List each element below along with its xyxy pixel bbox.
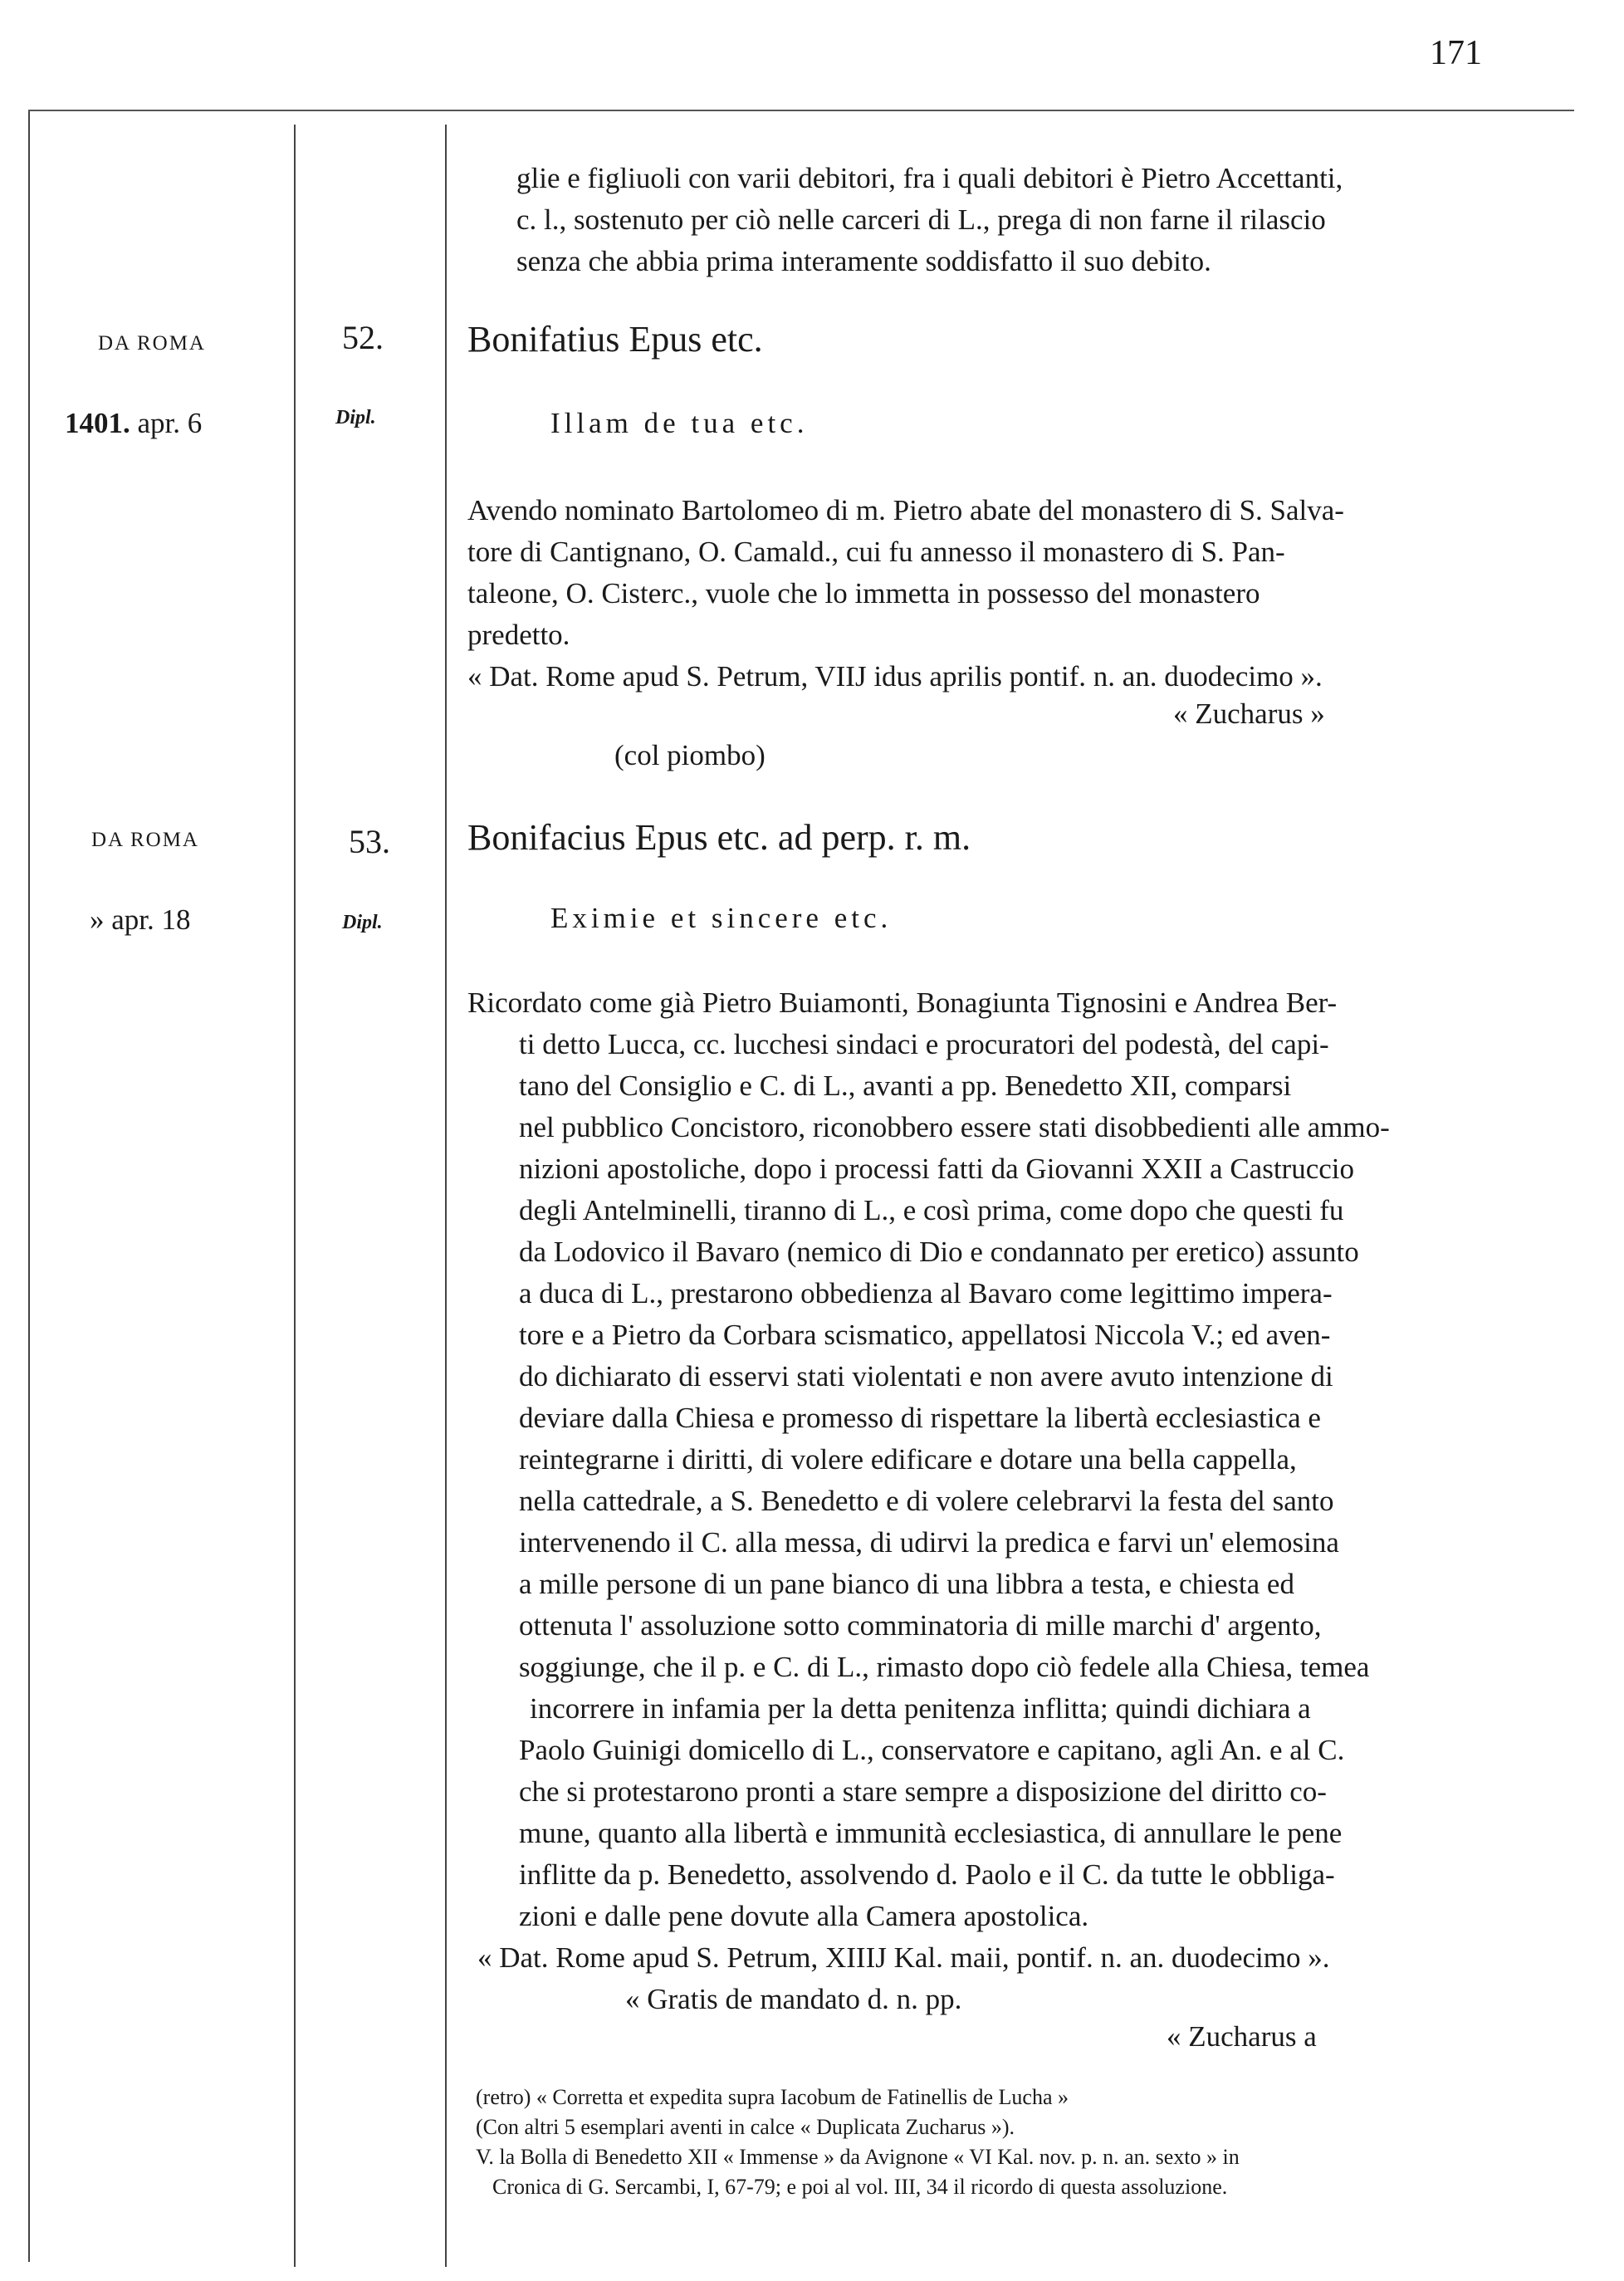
text-line: senza che abbia prima interamente soddisfatto il suo debito. [516, 245, 1211, 277]
text-line: che si protestarono pronti a stare sempre a disposizione del diritto co- [519, 1775, 1327, 1808]
text-line: mune, quanto alla libertà e immunità ecclesiastica, di annullare le pene [519, 1817, 1343, 1849]
entry-place: DA ROMA [91, 829, 199, 851]
document-type: Dipl. [342, 912, 383, 933]
text-line: tore di Cantignano, O. Camald., cui fu annesso il monastero di S. Pan- [467, 536, 1285, 568]
entry-place: DA ROMA [98, 332, 206, 355]
text-line: glie e figliuoli con varii debitori, fra i quali debitori è Pietro Accettanti, [516, 162, 1343, 194]
text-line: nizioni apostoliche, dopo i processi fatti da Giovanni XXII a Castruccio [519, 1153, 1354, 1185]
entry-date [90, 903, 191, 937]
text-line: a duca di L., prestarono obbedienza al Bavaro come legittimo impera- [519, 1277, 1333, 1309]
entry-heading: Bonifacius Epus etc. ad perp. r. m. [467, 817, 971, 858]
seal-note: (col piombo) [614, 739, 766, 771]
footnote-line: (Con altri 5 esemplari aventi in calce « Duplicata Zucharus »). [476, 2115, 1015, 2139]
chancery-note: « Gratis de mandato d. n. pp. [625, 1983, 962, 2015]
text-line: intervenendo il C. alla messa, di udirvi la predica e farvi un' elemosina [519, 1526, 1339, 1559]
text-line: da Lodovico il Bavaro (nemico di Dio e condannato per eretico) assunto [519, 1236, 1359, 1268]
entry-number: 52. [342, 319, 384, 356]
entry-date-year: 1401. [65, 407, 130, 439]
page-number: 171 [1430, 34, 1482, 72]
text-line: predetto. [467, 619, 570, 651]
entry-number: 53. [349, 823, 390, 860]
text-line: nella cattedrale, a S. Benedetto e di volere celebrarvi la festa del santo [519, 1485, 1334, 1517]
scribe-signature: « Zucharus » [1173, 698, 1325, 730]
text-line: taleone, O. Cisterc., vuole che lo immetta in possesso del monastero [467, 577, 1260, 609]
text-line: nel pubblico Concistoro, riconobbero essere stati disobbedienti alle ammo- [519, 1111, 1390, 1143]
entry-incipit: Illam de tua etc. [550, 407, 809, 439]
text-line: inflitte da p. Benedetto, assolvendo d. Paolo e il C. da tutte le obbliga- [519, 1858, 1335, 1891]
text-line: degli Antelminelli, tiranno di L., e così prima, come dopo che questi fu [519, 1194, 1344, 1226]
footnote-line: Cronica di G. Sercambi, I, 67-79; e poi al vol. III, 34 il ricordo di questa assoluzione. [492, 2175, 1228, 2199]
text-line: incorrere in infamia per la detta penitenza inflitta; quindi dichiara a [530, 1692, 1311, 1725]
text-line: Avendo nominato Bartolomeo di m. Pietro abate del monastero di S. Salva- [467, 494, 1344, 526]
scribe-signature: « Zucharus a [1167, 2020, 1317, 2053]
column-rule-number [445, 125, 447, 2267]
text-line: zioni e dalle pene dovute alla Camera apostolica. [519, 1900, 1089, 1932]
footnote-line: (retro) « Corretta et expedita supra Iacobum de Fatinellis de Lucha » [476, 2085, 1069, 2109]
entry-incipit: Eximie et sincere etc. [550, 902, 893, 934]
entry-date-day: apr. 6 [137, 407, 203, 439]
footnote-line: V. la Bolla di Benedetto XII « Immense » da Avignone « VI Kal. nov. p. n. an. sexto » in [476, 2145, 1240, 2169]
left-margin-rule [28, 111, 30, 2262]
entry-date-year: » [90, 903, 105, 936]
text-line: tano del Consiglio e C. di L., avanti a pp. Benedetto XII, comparsi [519, 1070, 1292, 1102]
dating-clause: « Dat. Rome apud S. Petrum, VIIJ idus aprilis pontif. n. an. duodecimo ». [467, 660, 1323, 693]
header-rule [28, 110, 1574, 111]
entry-date-day: apr. 18 [111, 903, 191, 936]
text-line: c. l., sostenuto per ciò nelle carceri di L., prega di non farne il rilascio [516, 203, 1326, 236]
text-line: Paolo Guinigi domicello di L., conservatore e capitano, agli An. e al C. [519, 1734, 1345, 1766]
text-line: Ricordato come già Pietro Buiamonti, Bonagiunta Tignosini e Andrea Ber- [467, 986, 1338, 1019]
text-line: reintegrarne i diritti, di volere edificare e dotare una bella cappella, [519, 1443, 1297, 1476]
column-rule-date [294, 125, 296, 2267]
text-line: deviare dalla Chiesa e promesso di rispettare la libertà ecclesiastica e [519, 1402, 1321, 1434]
text-line: ti detto Lucca, cc. lucchesi sindaci e procuratori del podestà, del capi- [519, 1028, 1329, 1060]
text-line: soggiunge, che il p. e C. di L., rimasto dopo ciò fedele alla Chiesa, temea [519, 1651, 1370, 1683]
text-line: do dichiarato di esservi stati violentati e non avere avuto intenzione di [519, 1360, 1333, 1393]
dating-clause: « Dat. Rome apud S. Petrum, XIIIJ Kal. maii, pontif. n. an. duodecimo ». [477, 1941, 1330, 1974]
text-line: tore e a Pietro da Corbara scismatico, appellatosi Niccola V.; ed aven- [519, 1319, 1331, 1351]
entry-heading: Bonifatius Epus etc. [467, 319, 763, 360]
entry-date [65, 407, 202, 440]
text-line: a mille persone di un pane bianco di una libbra a testa, e chiesta ed [519, 1568, 1294, 1600]
text-line: ottenuta l' assoluzione sotto comminatoria di mille marchi d' argento, [519, 1609, 1322, 1642]
document-type: Dipl. [335, 407, 376, 428]
